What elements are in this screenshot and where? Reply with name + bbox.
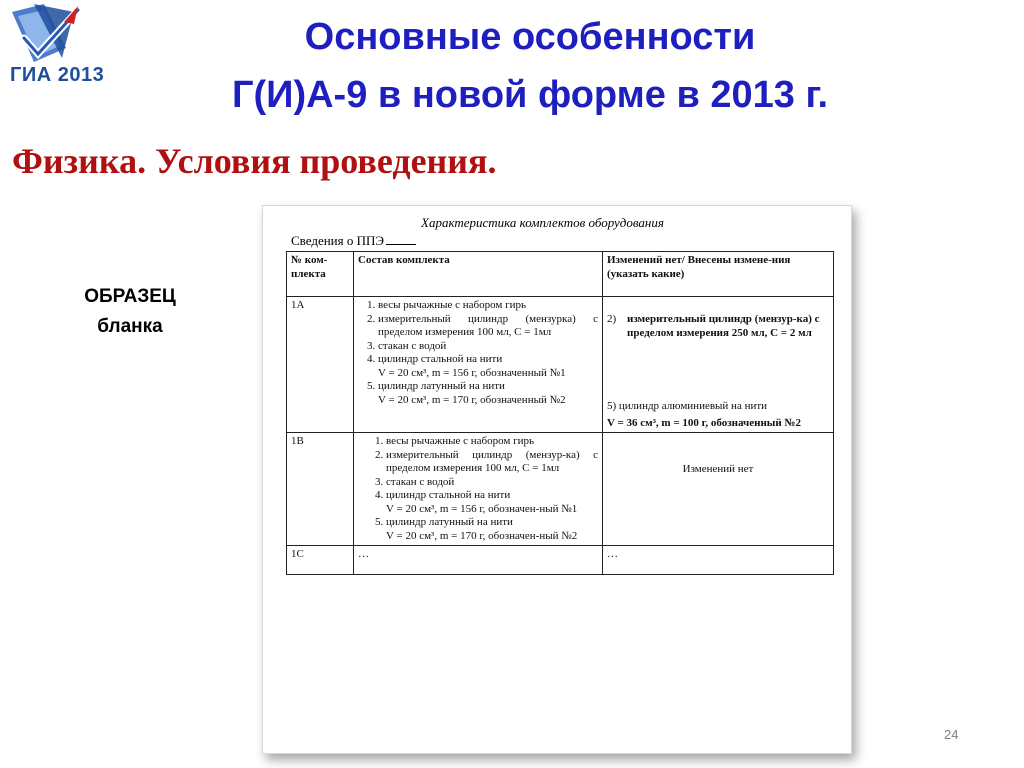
composition-list xyxy=(358,435,598,503)
slide-subtitle: Физика. Условия проведения. xyxy=(12,141,497,181)
list-item: 3. стакан с водой xyxy=(378,340,598,354)
table-row xyxy=(287,546,834,575)
no-changes-text: Изменений нет xyxy=(682,463,754,475)
changes-cell xyxy=(603,297,834,433)
list-item: 3. стакан с водой xyxy=(386,476,598,490)
ppe-blank-line xyxy=(386,244,416,245)
sample-label-line-2: бланка xyxy=(97,316,163,337)
table-header-row xyxy=(287,252,834,297)
sample-label xyxy=(60,282,200,342)
list-item: 4. цилиндр стальной на нити xyxy=(386,489,598,503)
composition-list-continued xyxy=(358,380,598,394)
ppe-field xyxy=(291,233,416,249)
change-item: 5) цилиндр алюминиевый на нити xyxy=(607,400,768,412)
change-item-detail: V = 36 см³, m = 100 г, обозначенный №2 xyxy=(607,416,802,429)
header-changes: Изменений нет/ Внесены измене-ния (указать какие) xyxy=(603,252,834,297)
table-row xyxy=(287,433,834,546)
table-row xyxy=(287,297,834,433)
change-item xyxy=(607,313,829,340)
form-caption: Характеристика комплектов оборудования xyxy=(421,215,664,230)
composition-list xyxy=(358,299,598,367)
composition-cell xyxy=(354,433,603,546)
changes-cell: … xyxy=(603,546,834,575)
composition-cell: … xyxy=(354,546,603,575)
sample-form-document xyxy=(262,205,852,754)
list-item: 1. весы рычажные с набором гирь xyxy=(378,299,598,313)
list-item: 5. цилиндр латунный на нити xyxy=(386,516,598,530)
change-item-number: 2) xyxy=(607,313,617,325)
title-line-1: Основные особенности xyxy=(304,16,756,58)
list-item: 2. измерительный цилиндр (мензур-ка) с пределом измерения 100 мл, С = 1мл xyxy=(386,449,598,476)
slide-title xyxy=(160,8,900,124)
spacer xyxy=(607,340,829,400)
header-kit-number: № ком-плекта xyxy=(287,252,354,297)
logo-text: ГИА 2013 xyxy=(10,64,105,86)
list-item: 1. весы рычажные с набором гирь xyxy=(386,435,598,449)
equipment-table xyxy=(286,251,834,575)
changes-cell xyxy=(603,433,834,546)
header-composition: Состав комплекта xyxy=(354,252,603,297)
page-number: 24 xyxy=(944,727,959,742)
ppe-label: Сведения о ППЭ xyxy=(291,233,384,248)
composition-list-continued xyxy=(358,516,598,530)
change-item-text: измерительный цилиндр (мензур-ка) с пределом измерения 250 мл, С = 2 мл xyxy=(627,313,820,339)
list-item-detail: V = 20 см³, m = 170 г, обозначен-ный №2 xyxy=(386,529,578,542)
list-item-detail: V = 20 см³, m = 170 г, обозначенный №2 xyxy=(378,393,566,406)
list-item: 5. цилиндр латунный на нити xyxy=(378,380,598,394)
list-item: 2. измерительный цилиндр (мензурка) с пределом измерения 100 мл, С = 1мл xyxy=(378,313,598,340)
list-item-detail: V = 20 см³, m = 156 г, обозначенный №1 xyxy=(378,366,566,379)
title-line-2: Г(И)А-9 в новой форме в 2013 г. xyxy=(231,74,829,116)
gia-2013-logo xyxy=(4,2,114,94)
sample-label-line-1: ОБРАЗЕЦ xyxy=(84,286,176,307)
composition-cell xyxy=(354,297,603,433)
kit-number-cell: 1С xyxy=(287,546,354,575)
list-item: 4. цилиндр стальной на нити xyxy=(378,353,598,367)
kit-number-cell: 1В xyxy=(287,433,354,546)
list-item-detail: V = 20 см³, m = 156 г, обозначен-ный №1 xyxy=(386,502,578,515)
kit-number-cell: 1А xyxy=(287,297,354,433)
